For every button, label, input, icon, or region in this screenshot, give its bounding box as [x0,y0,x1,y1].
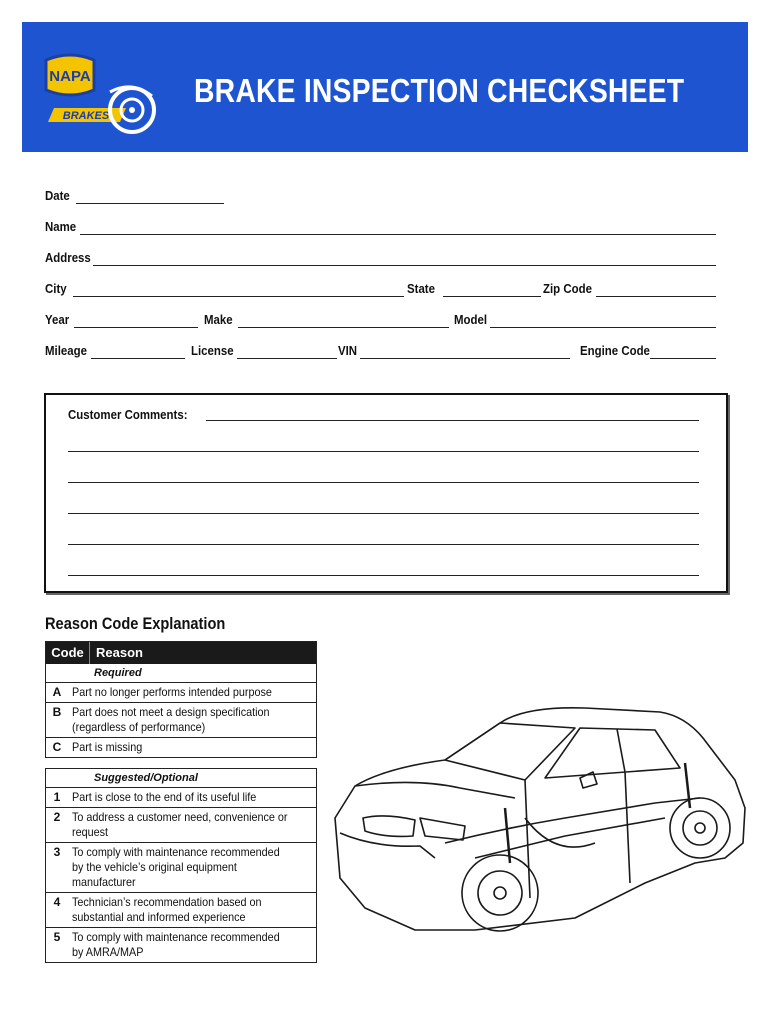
zip-blank[interactable] [596,296,716,297]
address-label: Address [45,250,91,265]
license-label: License [191,343,234,358]
reason-table-required [45,641,317,758]
reason-code: 4 [53,895,61,909]
reason-column-header: Reason [96,645,143,660]
name-label: Name [45,219,77,234]
comment-line[interactable] [68,451,699,452]
zip-field [543,279,599,297]
mileage-blank[interactable] [91,358,185,359]
required-label: Required [46,664,316,683]
state-blank[interactable] [443,296,541,297]
model-field [454,310,492,328]
make-label: Make [204,312,233,327]
table-row [46,683,316,703]
reason-text: Part no longer performs intended purpose [72,685,272,699]
table-row [46,893,316,928]
date-field [45,186,73,204]
year-blank[interactable] [74,327,198,328]
table-row [46,808,316,843]
engine-blank[interactable] [650,358,716,359]
address-blank[interactable] [93,265,716,266]
reason-text: Technician’s recommendation based on substantial and informed experience [72,895,262,924]
comment-line[interactable] [68,575,699,576]
make-blank[interactable] [238,327,449,328]
make-field [204,310,237,328]
header-banner [22,22,748,152]
engine-label: Engine Code [580,343,650,358]
state-label: State [407,281,435,296]
logo-brakes-text: BRAKES [62,110,110,122]
table-row [46,738,316,757]
address-field [45,248,97,266]
reason-table-optional [45,768,317,963]
reason-code: C [52,740,62,754]
napa-brakes-logo [40,50,158,136]
date-blank[interactable] [76,203,224,204]
reason-text: Part is missing [72,740,143,754]
city-field [45,279,70,297]
license-blank[interactable] [237,358,337,359]
reason-code: 3 [53,845,61,859]
table-row [46,843,316,893]
comment-line[interactable] [68,544,699,545]
comment-line[interactable] [68,513,699,514]
model-blank[interactable] [490,327,716,328]
reason-code: 5 [53,930,61,944]
license-field [191,341,239,359]
page-title: BRAKE INSPECTION CHECKSHEET [194,72,685,109]
date-label: Date [45,188,70,203]
table-row [46,788,316,808]
state-field [407,279,439,297]
reason-code: 1 [53,790,61,804]
table-row [46,928,316,962]
year-field [45,310,72,328]
reason-text: To comply with maintenance recommended by AMRA/MAP [72,930,280,959]
car-brake-system-illustration [325,668,755,968]
reason-text: To comply with maintenance recommended by the vehicle’s original equipment manufacturer [72,845,280,889]
comment-line[interactable] [206,420,699,421]
vin-blank[interactable] [360,358,570,359]
reason-code: A [52,685,62,699]
logo-napa-text: NAPA [49,68,91,85]
vin-label: VIN [338,343,358,358]
table-row [46,703,316,738]
city-blank[interactable] [73,296,404,297]
mileage-field [45,341,93,359]
customer-comments-label: Customer Comments: [68,407,188,422]
vin-field [338,341,360,359]
reason-code: 2 [53,810,61,824]
model-label: Model [454,312,488,327]
year-label: Year [45,312,70,327]
reason-code: B [52,705,62,719]
engine-field [580,341,659,359]
reason-text: To address a customer need, convenience or request [72,810,288,839]
zip-label: Zip Code [543,281,592,296]
name-blank[interactable] [80,234,716,235]
reason-table-header [46,642,316,664]
reason-code-title: Reason Code Explanation [45,614,226,633]
optional-label: Suggested/Optional [46,769,316,788]
reason-text: Part is close to the end of its useful life [72,790,257,804]
mileage-label: Mileage [45,343,87,358]
name-field [45,217,80,235]
reason-text: Part does not meet a design specification (regardless of performance) [72,705,270,734]
code-column-header: Code [46,642,90,664]
customer-comments-box[interactable] [44,393,728,593]
comment-line[interactable] [68,482,699,483]
city-label: City [45,281,67,296]
